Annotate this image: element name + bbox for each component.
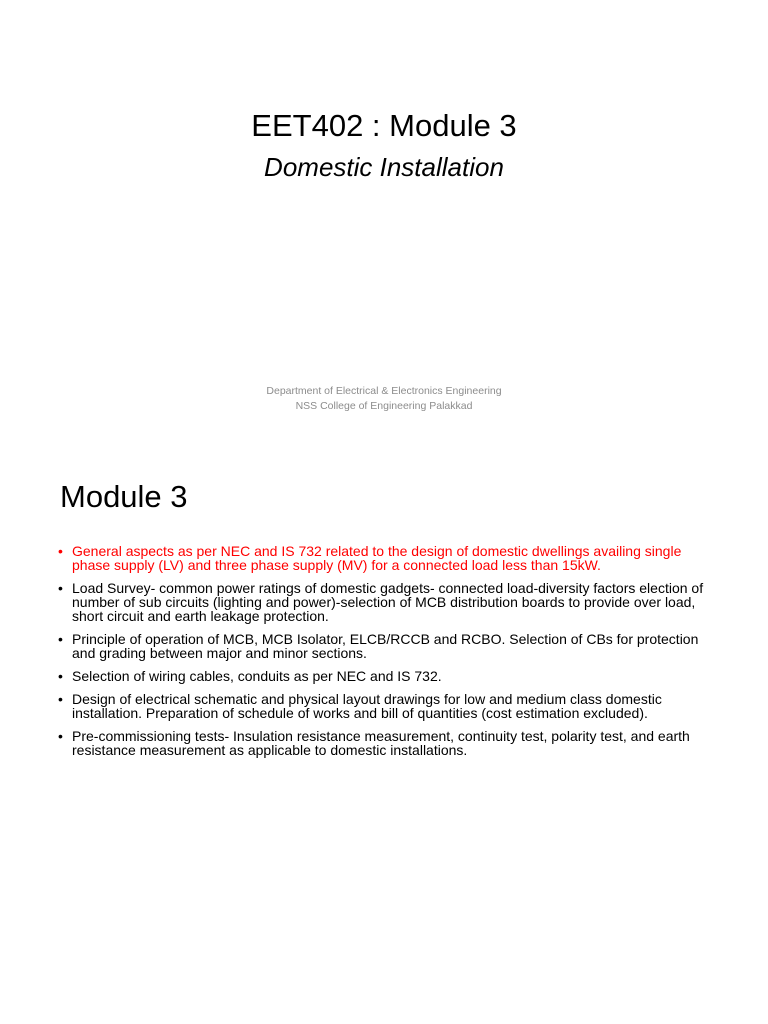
bullet-icon: • bbox=[58, 543, 63, 559]
title-slide bbox=[0, 0, 768, 455]
bullet-text: General aspects as per NEC and IS 732 related to the design of domestic dwellings availing single phase supply (LV) and three phase supply (MV) for a connected load less than 15kW. bbox=[72, 543, 682, 573]
bullet-item-load-survey bbox=[58, 581, 708, 623]
college-name: NSS College of Engineering Palakkad bbox=[295, 400, 473, 412]
bullet-icon: • bbox=[58, 668, 63, 684]
bullet-text: Selection of wiring cables, conduits as per NEC and IS 732. bbox=[72, 668, 442, 684]
content-slide bbox=[0, 455, 768, 1024]
bullet-text: Principle of operation of MCB, MCB Isolator, ELCB/RCCB and RCBO. Selection of CBs for protection and grading between major and minor sections. bbox=[72, 631, 699, 661]
bullet-text: Load Survey- common power ratings of domestic gadgets- connected load-diversity factors election of number of sub circuits (lighting and power)-selection of MCB distribution boards to provide over load, short circuit and earth leakage protection. bbox=[72, 580, 704, 624]
bullet-item-mcb-principle bbox=[58, 632, 708, 660]
department-name: Department of Electrical & Electronics Engineering bbox=[266, 385, 502, 397]
bullet-item-schematic-design bbox=[58, 692, 708, 720]
bullet-text: Design of electrical schematic and physical layout drawings for low and medium class domestic installation. Preparation of schedule of works and bill of quantities (cost estimation excluded). bbox=[72, 691, 662, 721]
bullet-item-wiring-cables bbox=[58, 669, 708, 683]
slide-subtitle: Domestic Installation bbox=[264, 152, 504, 182]
bullet-item-general-aspects bbox=[58, 544, 708, 572]
bullet-icon: • bbox=[58, 580, 63, 596]
slide-title: EET402 : Module 3 bbox=[251, 108, 517, 143]
bullet-icon: • bbox=[58, 631, 63, 647]
module-heading: Module 3 bbox=[60, 479, 188, 514]
bullet-icon: • bbox=[58, 728, 63, 744]
syllabus-bullet-list bbox=[58, 544, 708, 766]
bullet-icon: • bbox=[58, 691, 63, 707]
bullet-text: Pre-commissioning tests- Insulation resistance measurement, continuity test, polarity test, and earth resistance measurement as applicable to domestic installations. bbox=[72, 728, 690, 758]
bullet-item-pre-commissioning bbox=[58, 729, 708, 757]
